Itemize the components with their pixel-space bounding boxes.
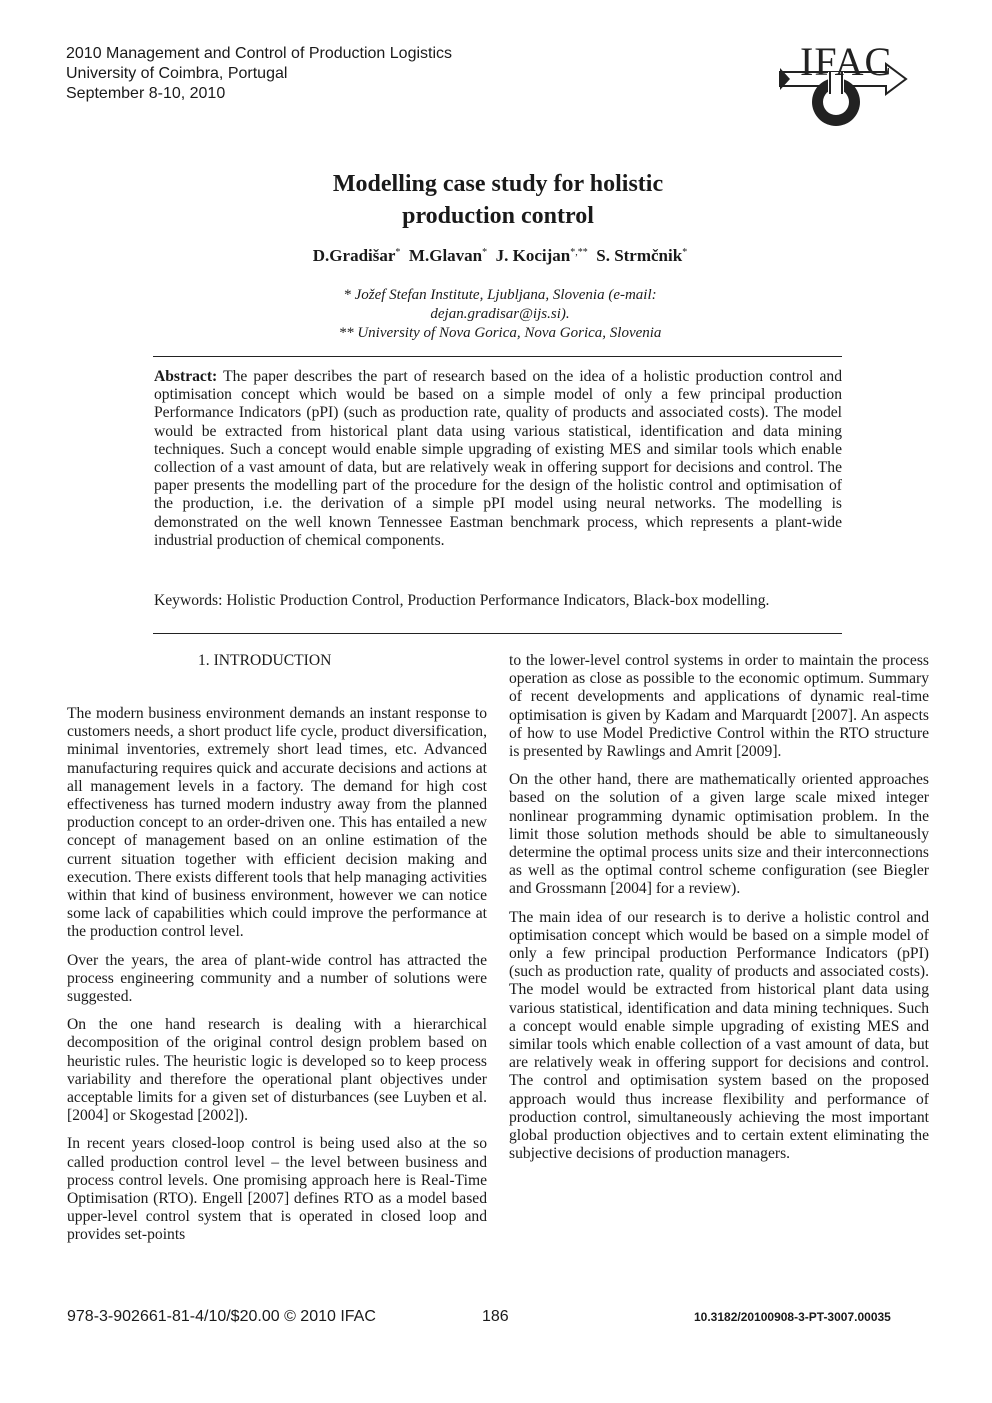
conference-name: 2010 Management and Control of Production Logistics — [66, 45, 453, 62]
author-affiliation-mark: *,** — [570, 247, 588, 258]
body-column-left — [67, 705, 487, 1255]
paragraph: In recent years closed-loop control is being used also at the so called production control level – the level between business and process control levels. One promising approach here is Real-Time Optimisation (RTO). Engell [2007] defines RTO as a model based upper-level control system that is operated in closed loop and provides set-points — [67, 1135, 487, 1244]
title-line-1: Modelling case study for holistic — [332, 171, 664, 197]
logo-wordmark: IFAC — [800, 39, 893, 84]
body-column-right — [509, 652, 929, 1173]
keywords: Keywords: Holistic Production Control, Production Performance Indicators, Black-box modelling. — [154, 592, 770, 609]
paragraph: On the other hand, there are mathematically oriented approaches based on the solution of a given large scale mixed integer nonlinear programming dynamic optimisation problem. In the limit those solution methods should be able to simultaneously determine the optimal process units size and their interconnections as well as the optimal control scheme configuration (see Biegler and Grossmann [2004] for a review). — [509, 771, 929, 898]
paragraph: Over the years, the area of plant-wide control has attracted the process engineering community and a number of solutions were suggested. — [67, 951, 487, 1006]
footer-isbn: 978-3-902661-81-4/10/$20.00 © 2010 IFAC — [67, 1308, 376, 1325]
paragraph: to the lower-level control systems in order to maintain the process operation as close as possible to the economic optimum. Summary of recent developments and applications of dynamic real-time optimisation is given by Kadam and Marquardt [2007]. An aspects of how to use Model Predictive Control within the RTO structure is presented by Rawlings and Amrit [2009]. — [509, 652, 929, 761]
affiliation-line: ** University of Nova Gorica, Nova Gorica, Slovenia — [338, 325, 662, 341]
author-name: M.Glavan — [408, 246, 483, 265]
author-list — [150, 246, 850, 266]
conference-dates: September 8-10, 2010 — [66, 85, 226, 102]
paragraph: On the one hand research is dealing with a hierarchical decomposition of the original control design problem based on heuristic rules. The heuristic logic is developed so to keep process variability and therefore the operational plant objectives under acceptable limits for a given set of disturbances (see Luyben et al. [2004] or Skogestad [2002]). — [67, 1016, 487, 1125]
paper-title — [200, 168, 796, 232]
abstract-bottom-rule — [153, 633, 842, 634]
abstract-text: The paper describes the part of research based on the idea of a holistic production control and optimisation concept which would be based on a simple model of only a few principal production Performance Indicators (pPI) (such as production rate, quality of products and associated costs). The model would be extracted from historical plant data using various statistical, identification and data mining techniques. Such a concept would enable simple upgrading of existing MES and similar tools which enable collection of a vast amount of data, but are relatively weak in offering support for decisions and control. The paper presents the modelling part of the procedure for the design of the holistic control and optimisation of the production, i.e. the derivation of a simple pPI model using neural networks. The modelling is demonstrated on the well known Tennessee Eastman benchmark process, which represents a plant-wide industrial production of chemical components. — [154, 368, 842, 549]
page-number: 186 — [482, 1308, 509, 1325]
title-line-2: production control — [402, 203, 594, 229]
author-affiliation-mark: * — [482, 247, 488, 258]
paragraph: The modern business environment demands an instant response to customers needs, a short product life cycle, product diversification, minimal inventories, extremely short lead times, etc. Advanced manufacturing requires quick and accurate decisions and actions at all management levels in a factory. The demand for high cost effectiveness has turned modern industry away from the planned production concept to an order-driven one. This has entailed a new concept of management based on an online estimation of the current situation together with efficient decision making and execution. There exists different tools that help managing activities within that kind of business environment, however we can notice some lack of capabilities which could improve the performance at the production control level. — [67, 705, 487, 941]
author-name: D.Gradišar — [312, 246, 396, 265]
affiliation-email: dejan.gradisar@ijs.si). — [430, 306, 570, 322]
abstract-top-rule — [153, 356, 842, 357]
author-affiliation-mark: * — [682, 247, 688, 258]
author-name: J. Kocijan — [495, 246, 571, 265]
affiliation-line: * Jožef Stefan Institute, Ljubljana, Slovenia (e-mail: — [343, 287, 657, 303]
conference-venue: University of Coimbra, Portugal — [66, 65, 288, 82]
footer-doi: 10.3182/20100908-3-PT-3007.00035 — [694, 1310, 891, 1324]
abstract — [154, 368, 842, 550]
affiliations — [150, 286, 850, 343]
conference-header — [66, 44, 452, 104]
paragraph: The main idea of our research is to derive a holistic control and optimisation concept which would be based on a simple model of only a few principal production Performance Indicators (pPI) (such as production rate, quality of products and associated costs). The model would be extracted from historical plant data using various statistical, identification and data mining techniques. Such a concept would enable simple upgrading of existing MES and similar tools which enable collection of a vast amount of data, but are relatively weak in offering support for decisions and control. The control and optimisation system based on the proposed approach would thus increase flexibility and performance of production control, simultaneously achieving the most important global production objectives and to certain extent eliminating the subjective decisions of production managers. — [509, 908, 929, 1163]
author-name: S. Strmčnik — [596, 246, 683, 265]
section-title: 1. INTRODUCTION — [198, 652, 332, 669]
author-affiliation-mark: * — [395, 247, 401, 258]
ifac-logo — [774, 38, 910, 130]
abstract-label: Abstract: — [154, 368, 218, 385]
